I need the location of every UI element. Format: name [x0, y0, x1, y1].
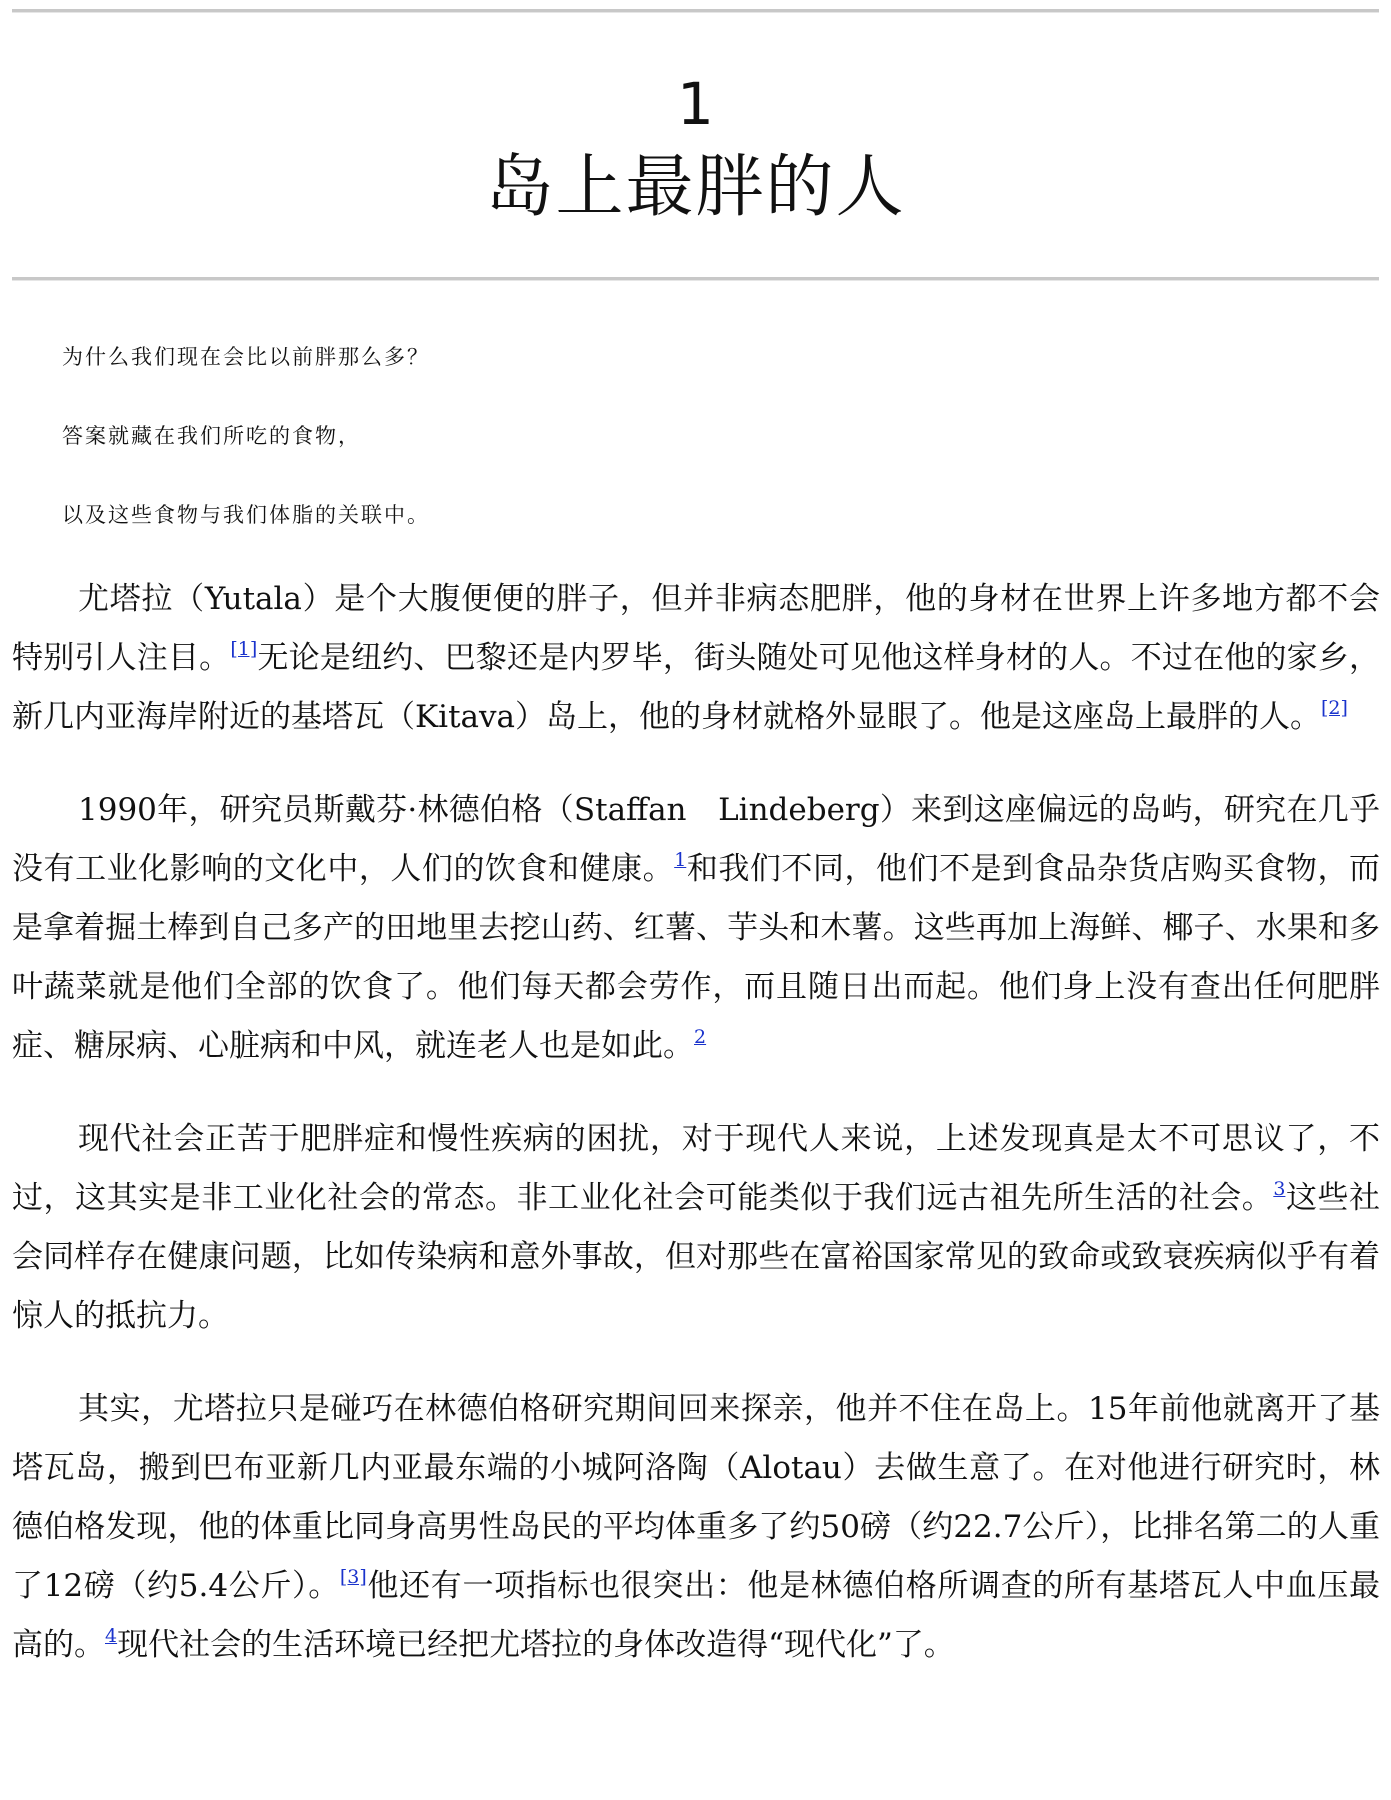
paragraph-text: 这些社会同样存在健康问题，比如传染病和意外事故，但对那些在富裕国家常见的致命或致衰疾病似乎有着惊人的抵抗力。	[12, 1180, 1381, 1334]
footnote-link[interactable]: [1]	[230, 638, 258, 660]
chapter-body	[12, 570, 1380, 1675]
paragraph-text: 现代社会的生活环境已经把尤塔拉的身体改造得“现代化”了。	[117, 1627, 955, 1663]
chapter-number: 1	[677, 70, 714, 138]
paragraph-text: 1990年，研究员斯戴芬·林德伯格（Staffan Lindeberg）来到这座偏远的岛屿，研究在几乎没有工业化影响的文化中，人们的饮食和健康。	[12, 792, 1380, 887]
body-paragraph	[12, 570, 1380, 747]
footnote-link[interactable]: [3]	[339, 1566, 367, 1588]
body-paragraph	[12, 1380, 1380, 1675]
paragraph-text: 现代社会正苦于肥胖症和慢性疾病的困扰，对于现代人来说，上述发现真是太不可思议了，不过，这其实是非工业化社会的常态。非工业化社会可能类似于我们远古祖先所生活的社会。	[12, 1121, 1380, 1216]
footnote-link[interactable]: 1	[674, 849, 687, 871]
paragraph-text: 尤塔拉（Yutala）是个大腹便便的胖子，但并非病态肥胖，他的身材在世界上许多地方都不会特别引人注目。	[12, 581, 1380, 676]
epigraph-line: 以及这些食物与我们体脂的关联中。	[62, 503, 430, 527]
footnote-link[interactable]: 4	[105, 1625, 118, 1647]
body-paragraph	[12, 781, 1380, 1076]
title-divider	[12, 277, 1379, 281]
epigraph-line: 答案就藏在我们所吃的食物，	[62, 424, 361, 448]
chapter-title: 岛上最胖的人	[485, 148, 906, 227]
body-paragraph	[12, 1110, 1380, 1346]
paragraph-text: 其实，尤塔拉只是碰巧在林德伯格研究期间回来探亲，他并不住在岛上。15年前他就离开了基塔瓦岛，搬到巴布亚新几内亚最东端的小城阿洛陶（Alotau）去做生意了。在对他进行研究时，林德伯格发现，他的体重比同身高男性岛民的平均体重多了约50磅（约22.7公斤），比排名第二的人重了12磅（约5.4公斤）。	[12, 1391, 1380, 1604]
paragraph-text: 他还有一项指标也很突出：他是林德伯格所调查的所有基塔瓦人中血压最高的。	[12, 1568, 1380, 1663]
paragraph-text: 无论是纽约、巴黎还是内罗毕，街头随处可见他这样身材的人。不过在他的家乡，新几内亚海岸附近的基塔瓦（Kitava）岛上，他的身材就格外显眼了。他是这座岛上最胖的人。	[12, 640, 1381, 735]
footnote-link[interactable]: [2]	[1321, 697, 1348, 719]
footnote-link[interactable]: 3	[1273, 1178, 1286, 1200]
footnote-link[interactable]: 2	[694, 1026, 707, 1048]
epigraph-line: 为什么我们现在会比以前胖那么多？	[62, 345, 430, 369]
top-divider	[12, 9, 1379, 13]
paragraph-text: 和我们不同，他们不是到食品杂货店购买食物，而是拿着掘土棒到自己多产的田地里去挖山药、红薯、芋头和木薯。这些再加上海鲜、椰子、水果和多叶蔬菜就是他们全部的饮食了。他们每天都会劳作，而且随日出而起。他们身上没有查出任何肥胖症、糖尿病、心脏病和中风，就连老人也是如此。	[12, 851, 1380, 1064]
